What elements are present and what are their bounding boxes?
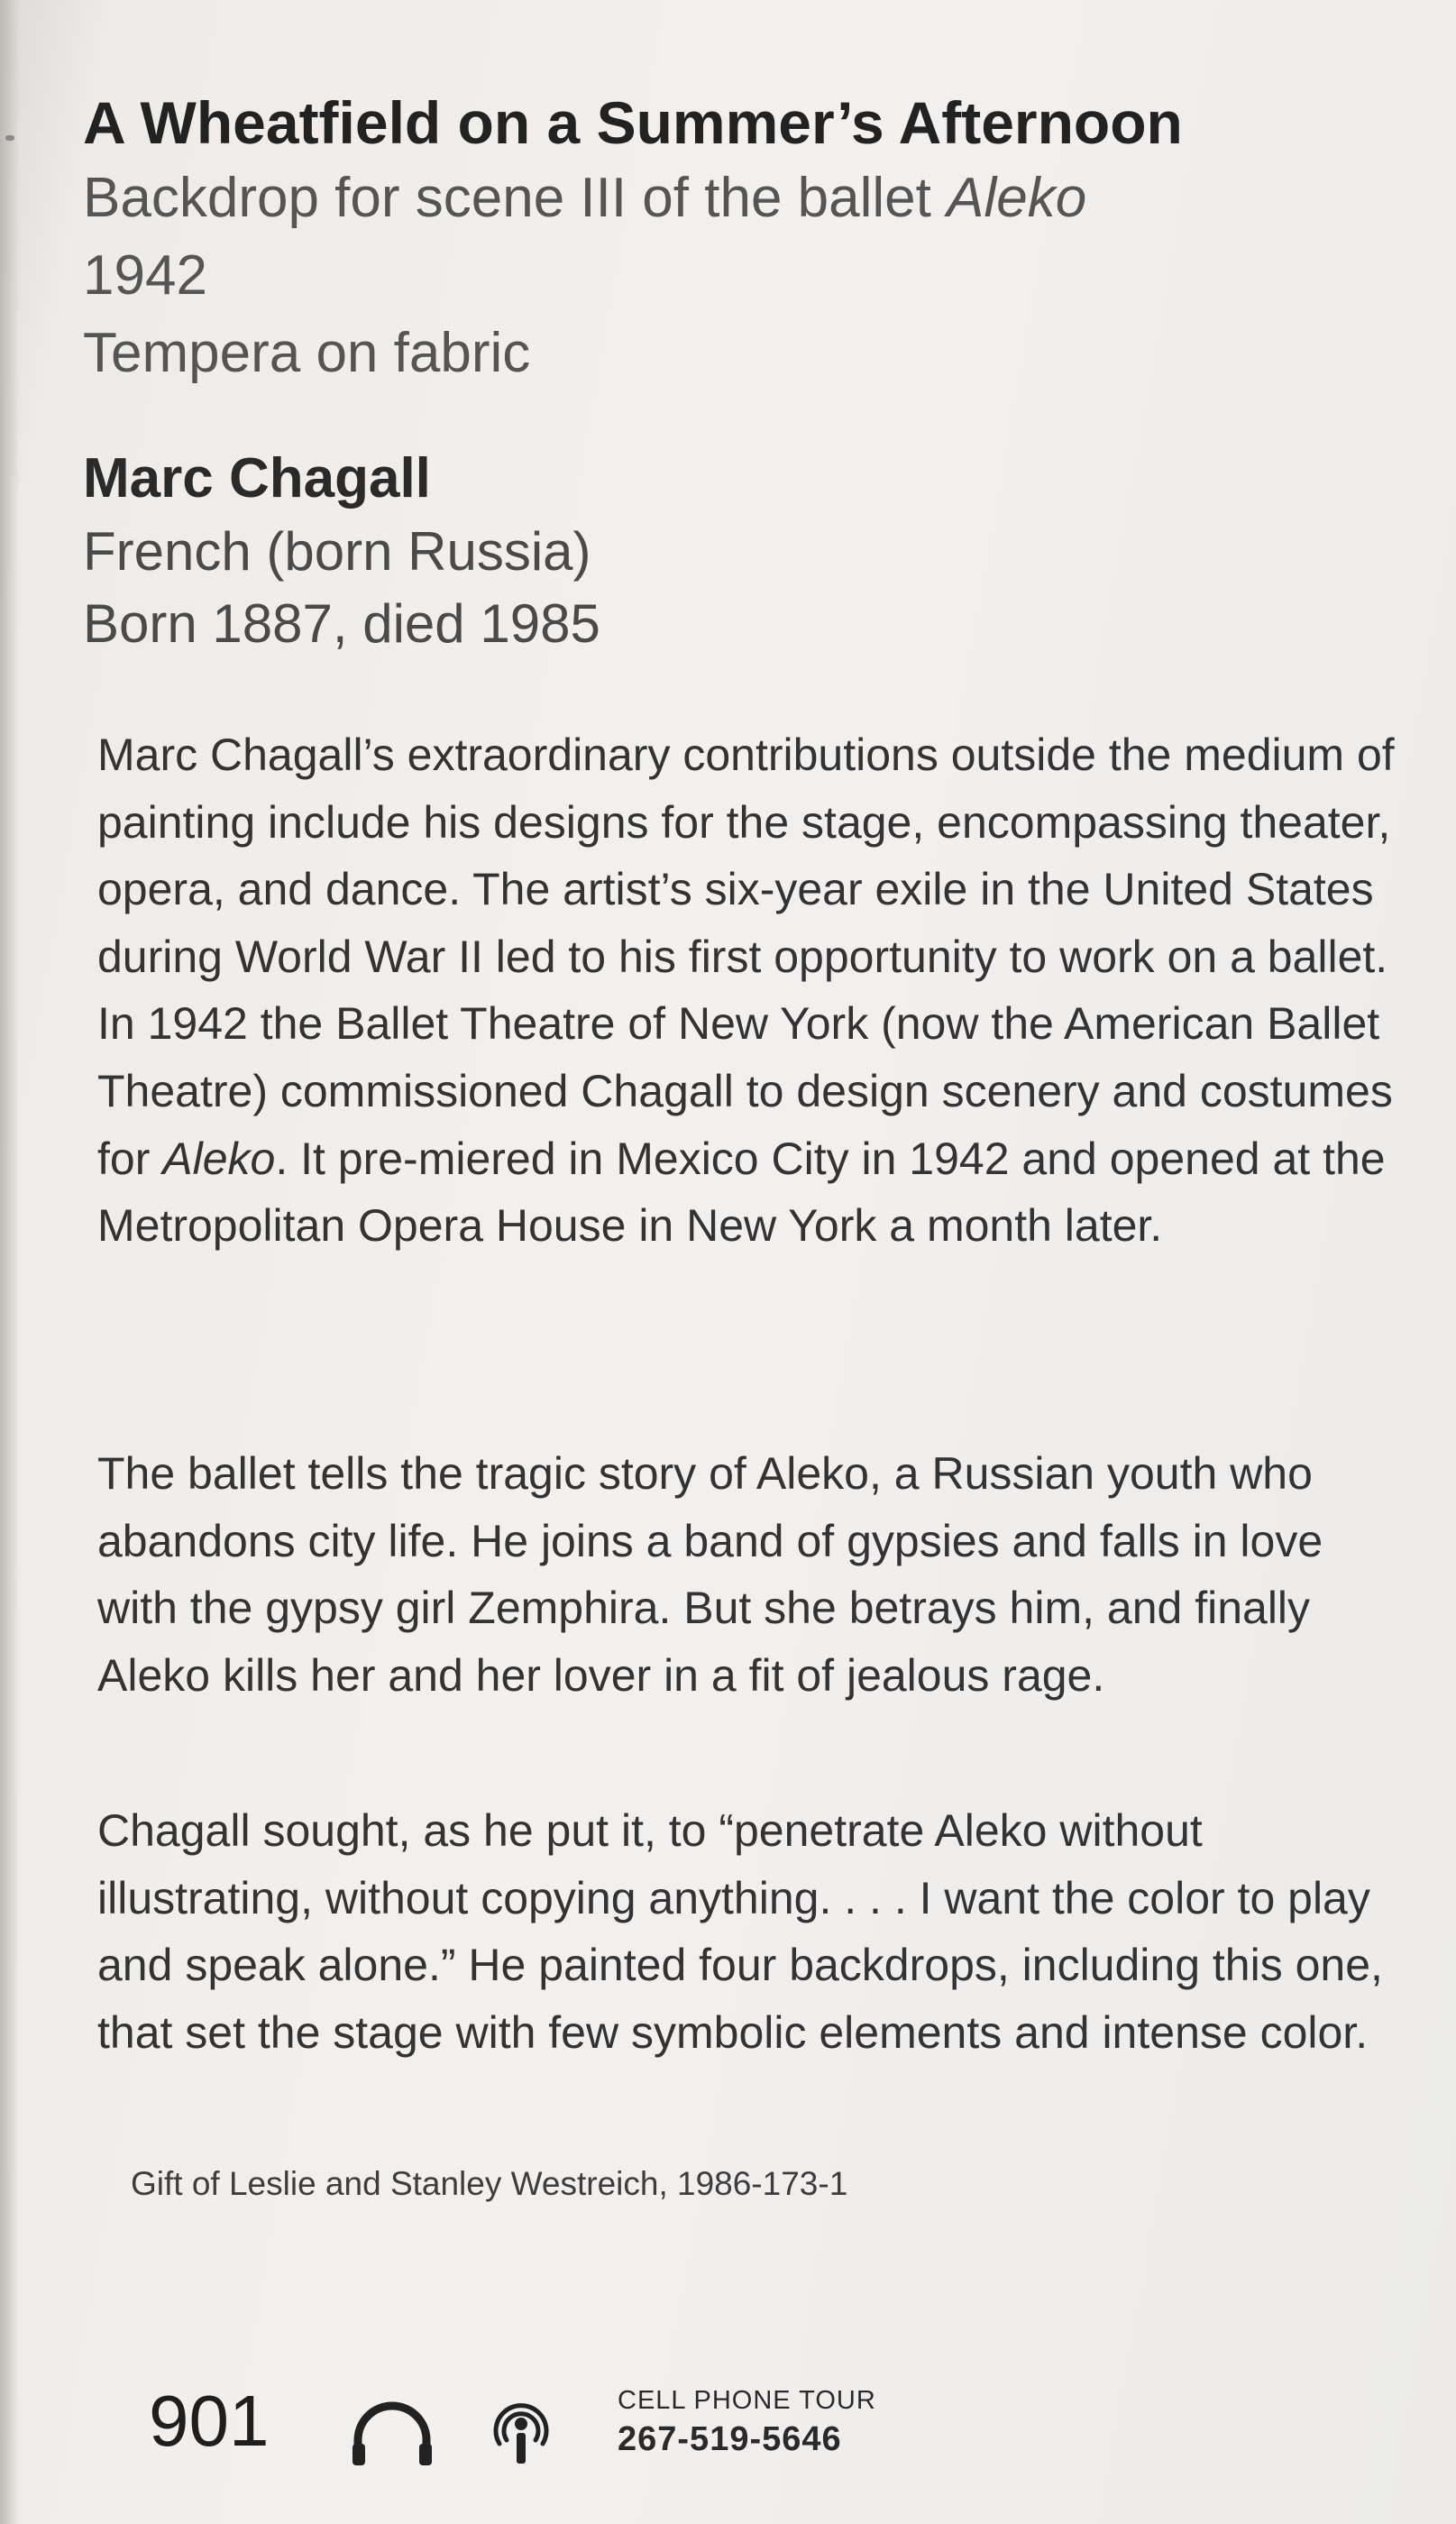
artwork-title: A Wheatfield on a Summer’s Afternoon [83, 89, 1183, 156]
cell-phone-tour-number: 267-519-5646 [618, 2420, 842, 2458]
paragraph-1-text-b: . It pre-miered in Mexico City in 1942 and opened at the Metropolitan Opera House in New York a month later. [97, 1133, 1386, 1252]
paragraph-1-text-a: Marc Chagall’s extraordinary contributions outside the medium of painting include his designs for the stage, encompassing theater, opera, and dance. The artist’s six-year exile in the United States during World War II led to his first opportunity to work on a ballet. In 1942 the Ballet Theatre of New York (now the American Ballet Theatre) commissioned Chagall to design scenery and costumes for [97, 730, 1395, 1184]
audio-tour-footer [149, 2363, 960, 2471]
cell-phone-tour-label: CELL PHONE TOUR [618, 2386, 876, 2415]
artist-info [83, 442, 1417, 660]
artist-dates: Born 1887, died 1985 [83, 593, 600, 654]
artist-name: Marc Chagall [83, 447, 431, 509]
artwork-year: 1942 [83, 244, 207, 307]
description-paragraph-1 [97, 721, 1414, 1260]
artwork-header [83, 86, 1417, 392]
artwork-medium: Tempera on fabric [83, 322, 531, 384]
artist-nationality: French (born Russia) [83, 521, 591, 582]
artwork-subtitle-text: Backdrop for scene III of the ballet [83, 167, 948, 229]
description-paragraph-3: Chagall sought, as he put it, to “penetrate Aleko without illustrating, without copying anything. . . . I want the color to play and speak alone.” He painted four backdrops, including this one, that set the stage with few symbolic elements and intense color. [97, 1805, 1383, 2058]
description-paragraph-2: The ballet tells the tragic story of Aleko, a Russian youth who abandons city life. He joins a band of gypsies and falls in love with the gypsy girl Zemphira. But she betrays him, and finally Aleko kills her and her lover in a fit of jealous rage. [97, 1448, 1323, 1701]
wall-speck [5, 135, 14, 141]
credit-line: Gift of Leslie and Stanley Westreich, 1986-173-1 [131, 2165, 848, 2202]
headphones-icon [347, 2397, 437, 2469]
artwork-subtitle [83, 160, 1417, 237]
card-edge-shadow [0, 0, 20, 2524]
tour-stop-number: 901 [149, 2381, 270, 2461]
artwork-subtitle-italic: Aleko [947, 167, 1087, 229]
paragraph-1-italic: Aleko [162, 1133, 276, 1184]
audio-guide-icon [487, 2399, 555, 2467]
